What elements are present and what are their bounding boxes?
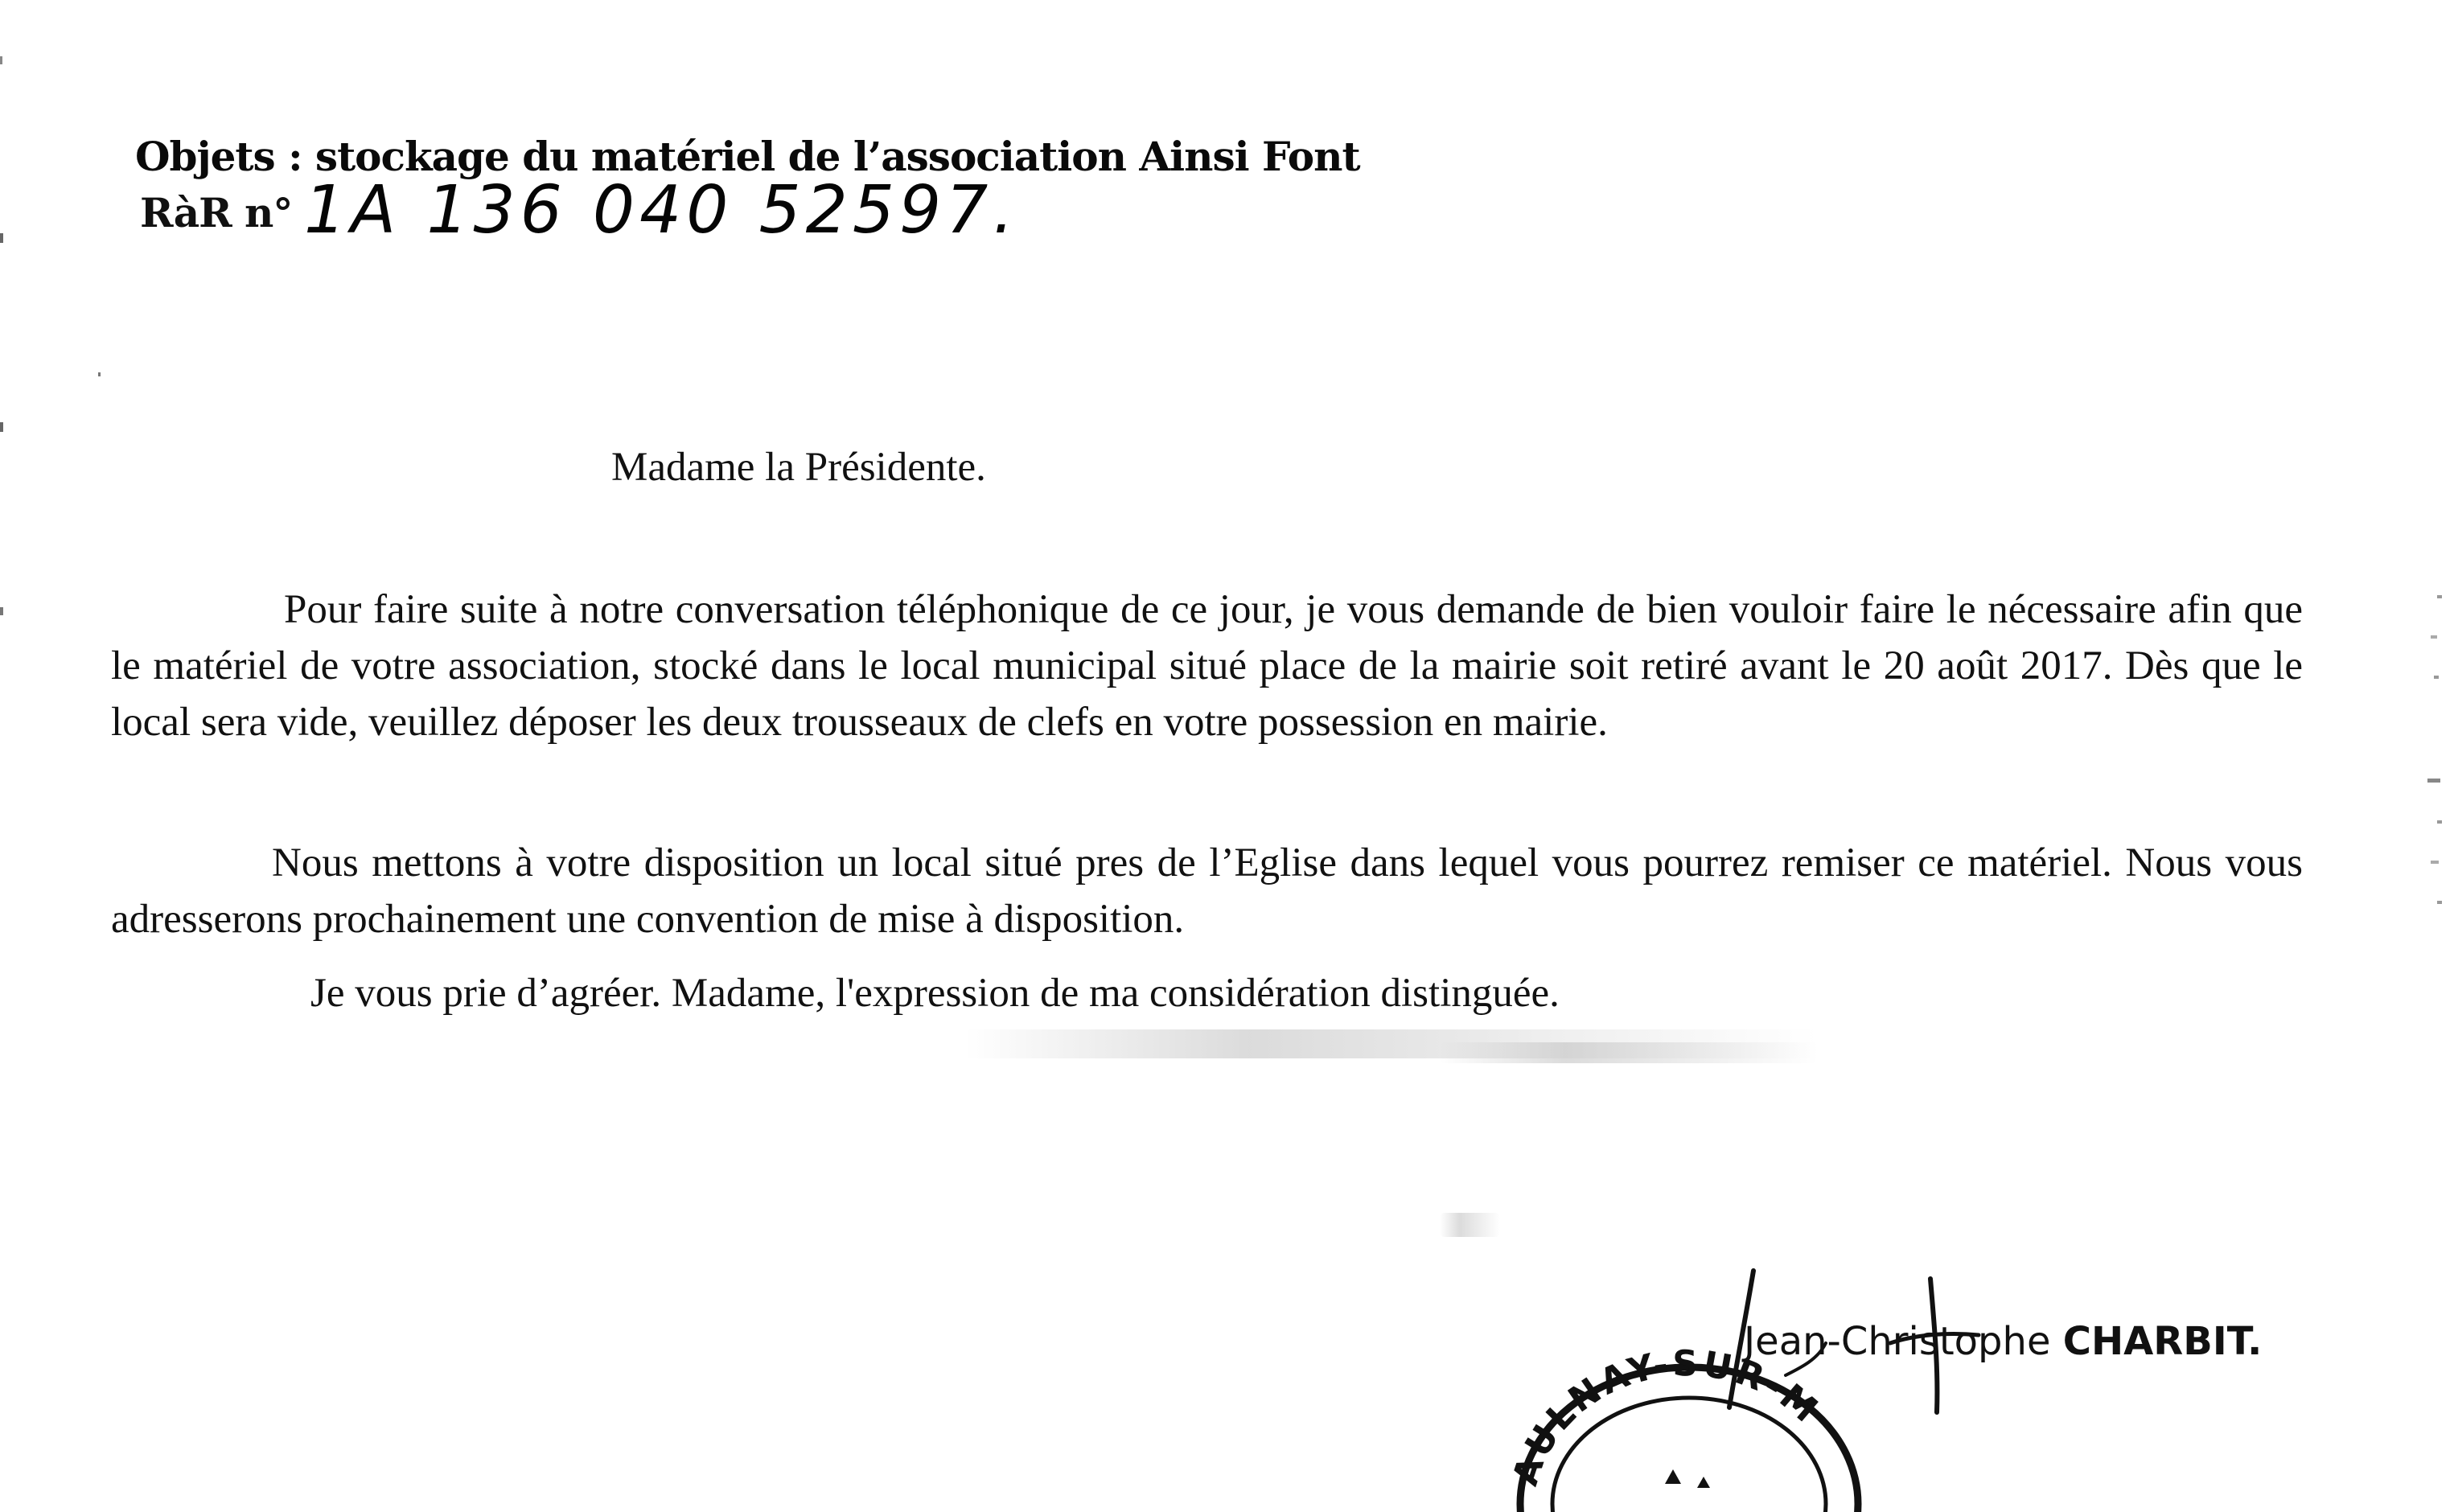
signatory-last-name: CHARBIT. <box>2062 1319 2263 1364</box>
redaction-smudge <box>1440 1213 1500 1237</box>
salutation: Madame la Présidente. <box>611 445 986 490</box>
paragraph-2: Nous mettons à votre disposition un local situé pres de l’Eglise dans lequel vous pourrez remiser ce matériel. Nous vous adresserons prochainement une convention de mise à disposition. <box>111 840 2303 942</box>
paragraph-1: Pour faire suite à notre conversation téléphonique de ce jour, je vous demande de bien vouloir faire le nécessaire afin que le matériel de votre association, stocké dans le local municipal situé place de la mairie soit retiré avant le 20 août 2017. Dès que le local sera vide, veuillez déposer les deux trousseaux de clefs en votre possession en mairie. <box>111 587 2303 745</box>
seal-text: AULNAY-SUR-M <box>1504 1343 1828 1491</box>
closing-formula: Je vous prie d’agréer. Madame, l'expression de ma considération distinguée. <box>310 971 1560 1016</box>
registered-mail-line <box>135 172 1502 257</box>
registered-mail-number: 1A 136 040 52597. <box>304 172 1019 249</box>
subject-line: Objets : stockage du matériel de l’association Ainsi Font <box>135 133 1360 180</box>
signatory-name <box>1744 1319 2262 1364</box>
redaction-smudge <box>1440 1042 1818 1063</box>
registered-mail-label: RàR n° <box>140 189 293 236</box>
letter-header <box>135 129 1502 257</box>
signatory-first-name: Jean-Christophe <box>1744 1319 2051 1364</box>
